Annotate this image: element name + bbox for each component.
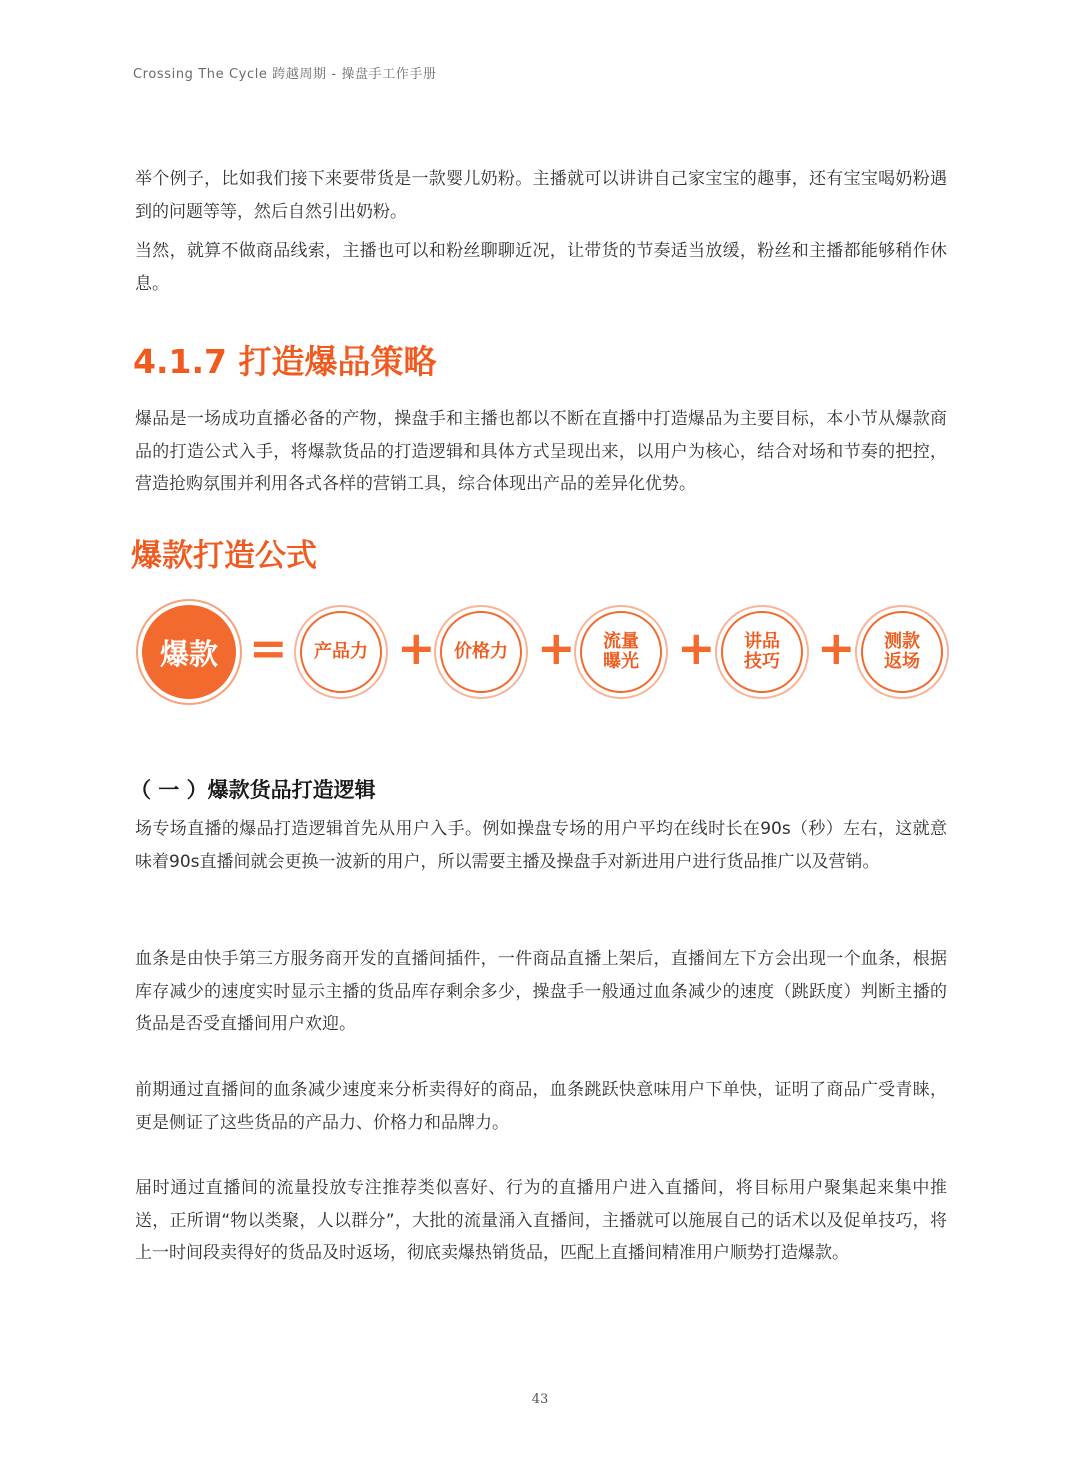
term-label-line1: 讲品 (744, 631, 780, 652)
formula-title: 爆款打造公式 (131, 538, 317, 574)
term-label-line2: 曝光 (603, 651, 639, 672)
running-header: Crossing The Cycle 跨越周期 - 操盘手工作手册 (133, 67, 437, 82)
formula-term-pitch (721, 611, 803, 693)
section-title: 4.1.7 打造爆品策略 (133, 342, 437, 381)
section-body: 爆品是一场成功直播必备的产物，操盘手和主播也都以不断在直播中打造爆品为主要目标，本小节从爆款商品的打造公式入手，将爆款货品的打造逻辑和具体方式呈现出来，以用户为核心，结合对场和节奏的把控，营造抢购氛围并利用各式各样的营销工具，综合体现出产品的差异化优势。 (135, 409, 947, 494)
intro-paragraph-2: 当然，就算不做商品线索，主播也可以和粉丝聊聊近况，让带货的节奏适当放缓，粉丝和主播都能够稍作休息。 (135, 241, 947, 294)
term-label-line1: 测款 (884, 631, 920, 652)
plus-sign: + (677, 621, 716, 675)
equals-sign: = (249, 621, 288, 675)
body-paragraph: 血条是由快手第三方服务商开发的直播间插件，一件商品直播上架后，直播间左下方会出现一个血条，根据库存减少的速度实时显示主播的货品库存剩余多少，操盘手一般通过血条减少的速度（跳跃度）判断主播的货品是否受直播间用户欢迎。 (135, 949, 947, 1034)
formula-term-product (300, 611, 382, 693)
formula-diagram (0, 600, 1080, 700)
term-label-line2: 技巧 (744, 651, 780, 672)
term-label-line2: 返场 (884, 651, 920, 672)
body-paragraph: 场专场直播的爆品打造逻辑首先从用户入手。例如操盘专场的用户平均在线时长在90s（秒）左右，这就意味着90s直播间就会更换一波新的用户，所以需要主播及操盘手对新进用户进行货品推广以及营销。 (135, 819, 947, 872)
formula-term-traffic (580, 611, 662, 693)
term-label-line1: 流量 (603, 631, 639, 652)
formula-result-circle: 爆款 (142, 605, 236, 699)
plus-sign: + (817, 621, 856, 675)
formula-term-price (440, 611, 522, 693)
intro-paragraph-1: 举个例子，比如我们接下来要带货是一款婴儿奶粉。主播就可以讲讲自己家宝宝的趣事，还有宝宝喝奶粉遇到的问题等等，然后自然引出奶粉。 (135, 169, 947, 222)
page-number: 43 (531, 1392, 549, 1407)
plus-sign: + (537, 621, 576, 675)
body-paragraph: 前期通过直播间的血条减少速度来分析卖得好的商品，血条跳跃快意味用户下单快，证明了商品广受青睐，更是侧证了这些货品的产品力、价格力和品牌力。 (135, 1080, 947, 1133)
subsection-title: （ 一 ）爆款货品打造逻辑 (130, 778, 376, 802)
body-paragraph: 届时通过直播间的流量投放专注推荐类似喜好、行为的直播用户进入直播间，将目标用户聚集起来集中推送，正所谓“物以类聚，人以群分”，大批的流量涌入直播间，主播就可以施展自己的话术以及促单技巧，将上一时间段卖得好的货品及时返场，彻底卖爆热销货品，匹配上直播间精准用户顺势打造爆款。 (135, 1178, 947, 1263)
term-label: 产品力 (314, 641, 368, 662)
formula-term-test (861, 611, 943, 693)
plus-sign: + (397, 621, 436, 675)
term-label: 价格力 (454, 641, 508, 662)
